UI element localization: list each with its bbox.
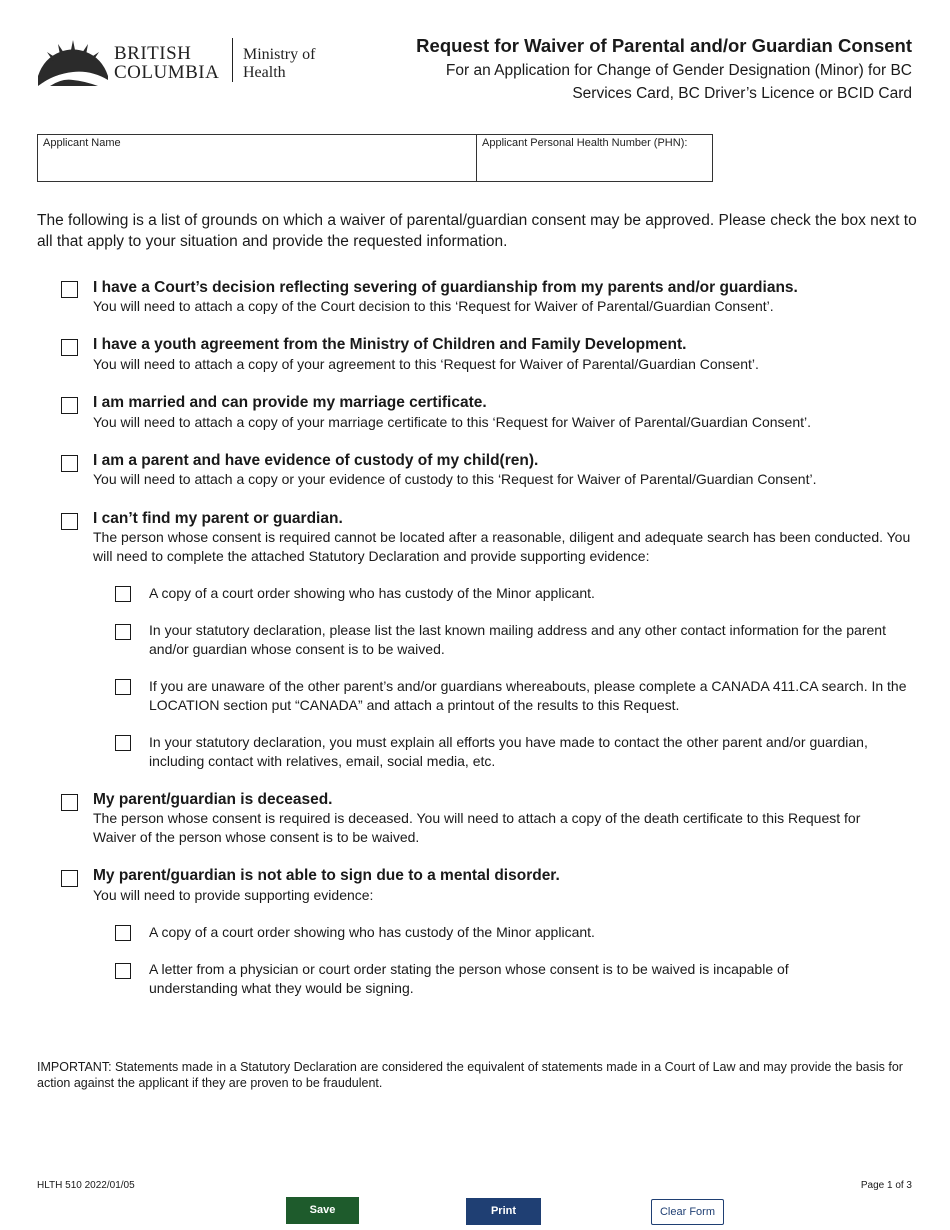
org-name-line1: BRITISH (114, 43, 192, 64)
ground-2-checkbox[interactable] (61, 339, 78, 356)
org-name-line2: COLUMBIA (114, 62, 220, 83)
applicant-name-field[interactable] (38, 135, 477, 181)
ground-5-sub-1-text: A copy of a court order showing who has custody of the Minor applicant. (149, 585, 595, 601)
ground-7-sub-1-checkbox[interactable] (115, 925, 131, 941)
ground-1-checkbox[interactable] (61, 281, 78, 298)
ground-7-sub-2-checkbox[interactable] (115, 963, 131, 979)
applicant-phn-label: Applicant Personal Health Number (PHN): (482, 137, 688, 149)
print-button[interactable]: Print (466, 1198, 541, 1225)
form-subtitle: For an Application for Change of Gender Designation (Minor) for BC Services Card, BC Driver’s Licence or BCID Card (445, 62, 912, 102)
form-code: HLTH 510 2022/01/05 (37, 1180, 135, 1191)
ground-5-sub-2-checkbox[interactable] (115, 624, 131, 640)
ground-7-sub-2-text: A letter from a physician or court order stating the person whose consent is to be waived is incapable of understanding what they would be signing. (149, 961, 789, 996)
ground-5-checkbox[interactable] (61, 513, 78, 530)
ground-5-heading: I can’t find my parent or guardian. (93, 510, 343, 527)
ground-5-sub-3-checkbox[interactable] (115, 679, 131, 695)
ground-3-heading: I am married and can provide my marriage certificate. (93, 394, 487, 411)
ground-3-text: You will need to attach a copy of your marriage certificate to this ‘Request for Waiver of Parental/Guardian Consent’. (93, 414, 811, 430)
save-button[interactable]: Save (286, 1197, 359, 1224)
bc-sun-logo-icon (36, 36, 110, 88)
ground-4-text: You will need to attach a copy or your evidence of custody to this ‘Request for Waiver of Parental/Guardian Consent’. (93, 471, 817, 487)
applicant-phn-field[interactable] (477, 135, 712, 181)
ground-5-sub-4-checkbox[interactable] (115, 735, 131, 751)
ground-5-sub-1-checkbox[interactable] (115, 586, 131, 602)
page-number: Page 1 of 3 (860, 1180, 912, 1191)
applicant-info-table (37, 134, 713, 182)
ground-7-sub-1-text: A copy of a court order showing who has custody of the Minor applicant. (149, 924, 595, 940)
ground-5-sub-3-text: If you are unaware of the other parent’s and/or guardians whereabouts, please complete a CANADA 411.CA search. In the LOCATION section put “CANADA” and attach a printout of the results to this Request. (149, 678, 907, 713)
clear-form-button[interactable]: Clear Form (651, 1199, 724, 1225)
form-title: Request for Waiver of Parental and/or Guardian Consent (416, 35, 912, 56)
ground-1-heading: I have a Court’s decision reflecting severing of guardianship from my parents and/or guardians. (93, 279, 798, 296)
ground-6-checkbox[interactable] (61, 794, 78, 811)
ground-6-text: The person whose consent is required is deceased. You will need to attach a copy of the death certificate to this Request for Waiver of the person whose consent is to be waived. (93, 810, 861, 845)
ground-7-heading: My parent/guardian is not able to sign due to a mental disorder. (93, 867, 560, 884)
ground-5-sub-2-text: In your statutory declaration, please list the last known mailing address and any other contact information for the parent and/or guardian whose consent is to be waived. (149, 622, 886, 657)
ground-7-checkbox[interactable] (61, 870, 78, 887)
ground-4-heading: I am a parent and have evidence of custody of my child(ren). (93, 452, 539, 469)
ground-3-checkbox[interactable] (61, 397, 78, 414)
ground-5-sub-4-text: In your statutory declaration, you must explain all efforts you have made to contact the other parent and/or guardian, including contact with relatives, email, social media, etc. (149, 734, 868, 769)
applicant-name-label: Applicant Name (43, 137, 121, 149)
important-notice: IMPORTANT: Statements made in a Statutory Declaration are considered the equivalent of statements made in a Court of Law and may provide the basis for action against the applicant if they are proven to be fraudulent. (37, 1060, 903, 1090)
ground-2-heading: I have a youth agreement from the Ministry of Children and Family Development. (93, 336, 687, 353)
ground-7-text: You will need to provide supporting evidence: (93, 887, 374, 903)
logo-divider (232, 38, 233, 82)
ground-5-text: The person whose consent is required cannot be located after a reasonable, diligent and adequate search has been conducted. You will need to complete the attached Statutory Declaration and provide supporting evidence: (93, 529, 911, 564)
ground-1-text: You will need to attach a copy of the Court decision to this ‘Request for Waiver of Parental/Guardian Consent’. (93, 298, 774, 314)
ground-4-checkbox[interactable] (61, 455, 78, 472)
ground-6-heading: My parent/guardian is deceased. (93, 791, 333, 808)
ground-2-text: You will need to attach a copy of your agreement to this ‘Request for Waiver of Parental/Guardian Consent’. (93, 356, 759, 372)
ministry-name-line2: Health (243, 64, 286, 81)
ministry-name-line1: Ministry of (243, 46, 316, 63)
bc-government-logo (36, 36, 336, 88)
intro-text: The following is a list of grounds on which a waiver of parental/guardian consent may be approved. Please check the box next to all that apply to your situation and provide the requested information. (37, 212, 917, 250)
